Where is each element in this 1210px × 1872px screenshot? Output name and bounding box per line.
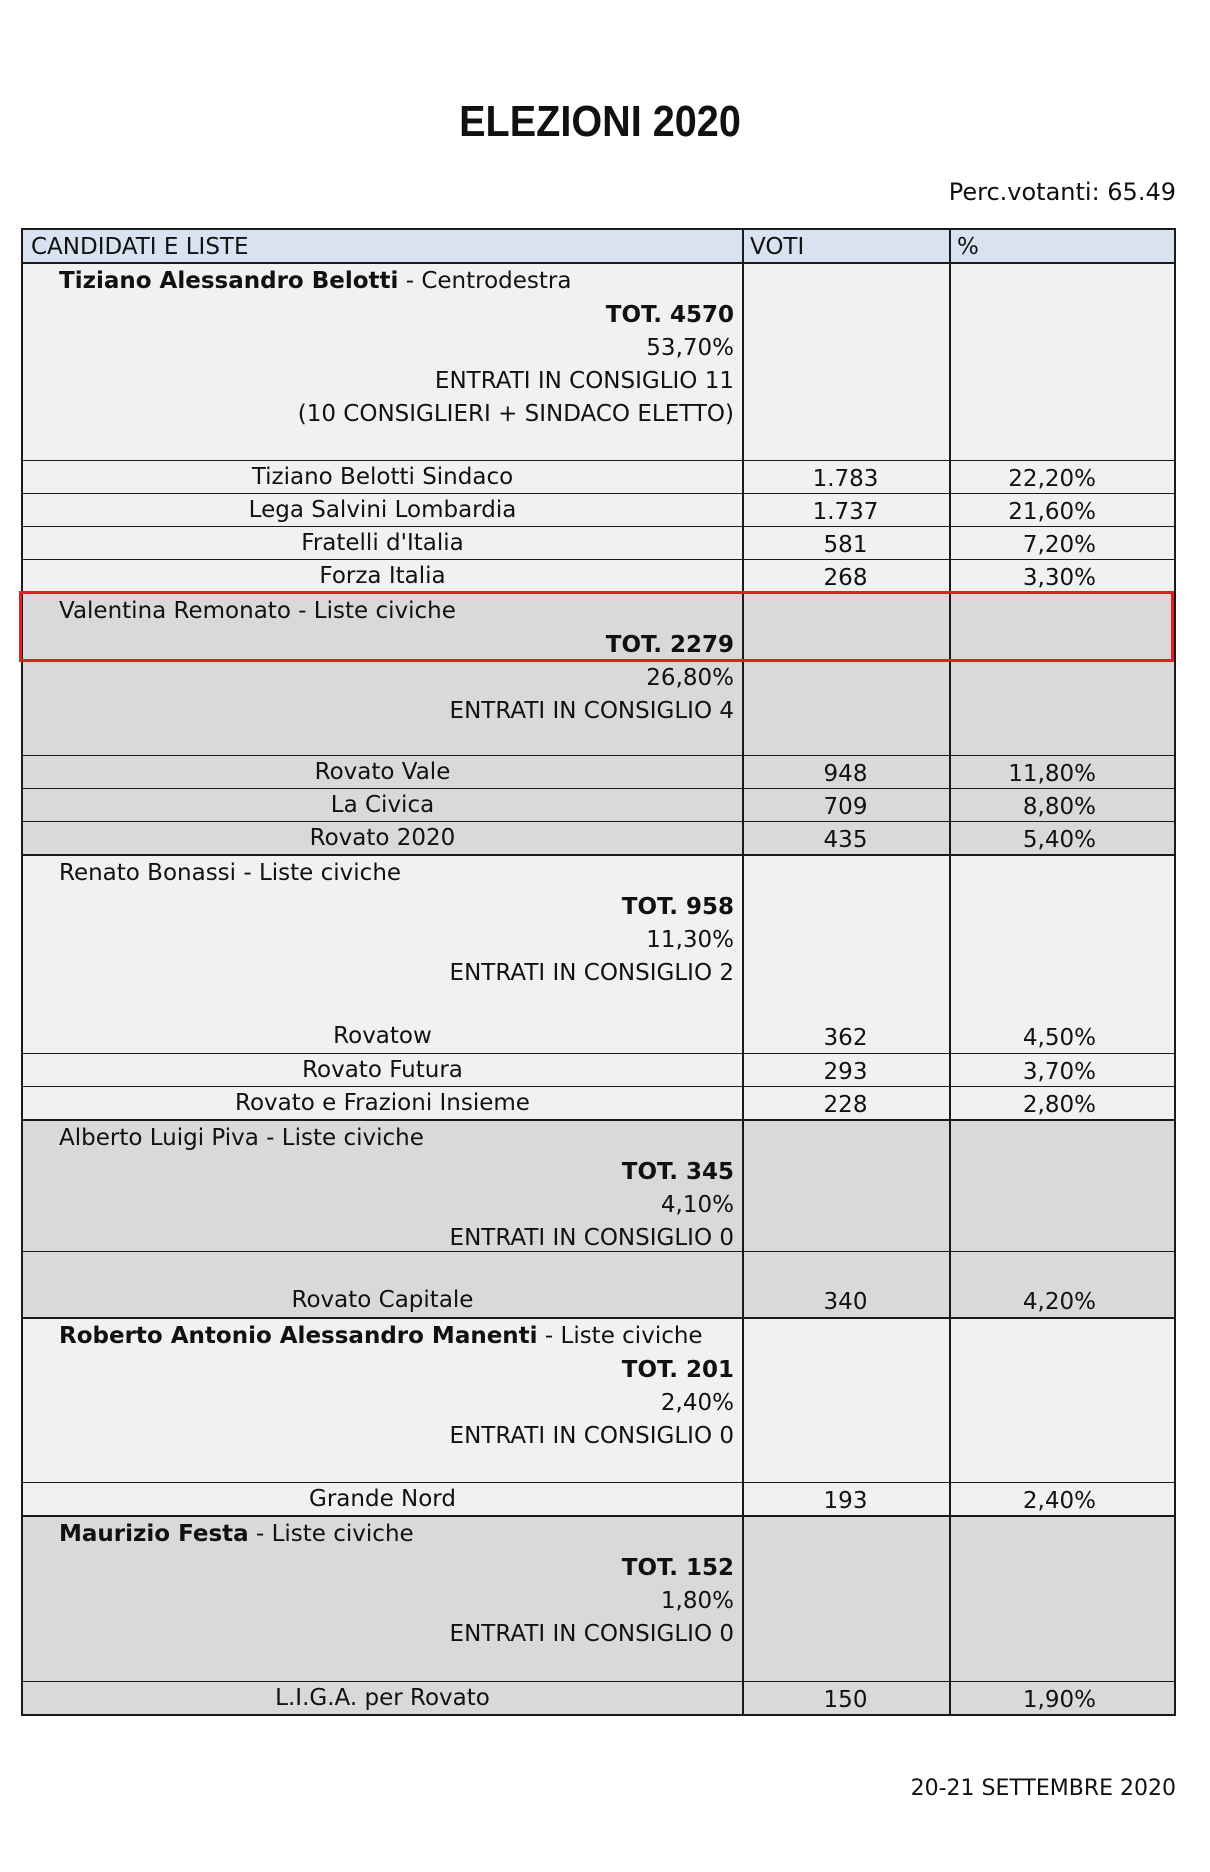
candidate-name: Valentina Remonato - Liste civiche [59,598,456,624]
column-divider [742,230,744,1714]
candidate-name: Roberto Antonio Alessandro Manenti - Liste civiche [59,1323,703,1349]
candidate-name: Maurizio Festa - Liste civiche [59,1521,414,1547]
list-row: Lega Salvini Lombardia 1.737 21,60% [23,493,1174,526]
candidate-percent: 26,80% [646,665,734,691]
candidate-percent: 4,10% [660,1192,734,1218]
candidate-seats: ENTRATI IN CONSIGLIO 11 [434,368,734,394]
candidate-name: Renato Bonassi - Liste civiche [59,860,402,886]
table-header [23,230,1174,264]
list-row: Rovato e Frazioni Insieme 228 2,80% [23,1086,1174,1119]
list-row: Forza Italia 268 3,30% [23,559,1174,592]
header-candidates: CANDIDATI E LISTE [31,234,249,260]
candidate-seats: ENTRATI IN CONSIGLIO 4 [449,698,734,724]
candidate-percent: 1,80% [660,1588,734,1614]
list-row: Rovatow 362 4,50% [333,1023,1096,1051]
candidate-block-festa [23,1515,1174,1714]
turnout-label: Perc.votanti: 65.49 [948,178,1176,206]
list-row: Rovato Capitale 340 4,20% [23,1251,1174,1317]
candidate-total: TOT. 2279 [605,632,734,658]
candidate-total: TOT. 345 [621,1159,734,1185]
list-row: Tiziano Belotti Sindaco 1.783 22,20% [23,460,1174,493]
candidate-block-remonato [23,592,1174,854]
candidate-total: TOT. 201 [621,1357,734,1383]
candidate-note: (10 CONSIGLIERI + SINDACO ELETTO) [297,401,734,427]
list-row: L.I.G.A. per Rovato 150 1,90% [23,1681,1174,1714]
candidate-total: TOT. 958 [621,894,734,920]
list-row: Rovato Futura 293 3,70% [23,1053,1174,1086]
candidate-seats: ENTRATI IN CONSIGLIO 2 [449,960,734,986]
header-votes: VOTI [750,234,805,260]
candidate-seats: ENTRATI IN CONSIGLIO 0 [449,1423,734,1449]
candidate-percent: 53,70% [646,335,734,361]
candidate-block-bonassi [23,854,1174,1119]
candidate-block-piva [23,1119,1174,1317]
candidate-total: TOT. 4570 [605,302,734,328]
list-row: Fratelli d'Italia 581 7,20% [23,526,1174,559]
list-row: La Civica 709 8,80% [23,788,1174,821]
candidate-seats: ENTRATI IN CONSIGLIO 0 [449,1225,734,1251]
results-table [21,228,1176,1716]
header-percent: % [957,234,979,260]
page-title: ELEZIONI 2020 [459,97,741,146]
list-row: Grande Nord 193 2,40% [23,1482,1174,1515]
candidate-total: TOT. 152 [621,1555,734,1581]
candidate-seats: ENTRATI IN CONSIGLIO 0 [449,1621,734,1647]
candidate-name: Alberto Luigi Piva - Liste civiche [59,1125,424,1151]
list-row: Rovato Vale 948 11,80% [23,755,1174,788]
date-footer: 20-21 SETTEMBRE 2020 [910,1776,1176,1801]
list-row: Rovato 2020 435 5,40% [23,821,1174,854]
candidate-name: Tiziano Alessandro Belotti - Centrodestra [59,268,572,294]
candidate-percent: 11,30% [646,927,734,953]
candidate-block-manenti [23,1317,1174,1515]
column-divider [949,230,951,1714]
candidate-percent: 2,40% [660,1390,734,1416]
candidate-block-belotti [23,264,1174,592]
